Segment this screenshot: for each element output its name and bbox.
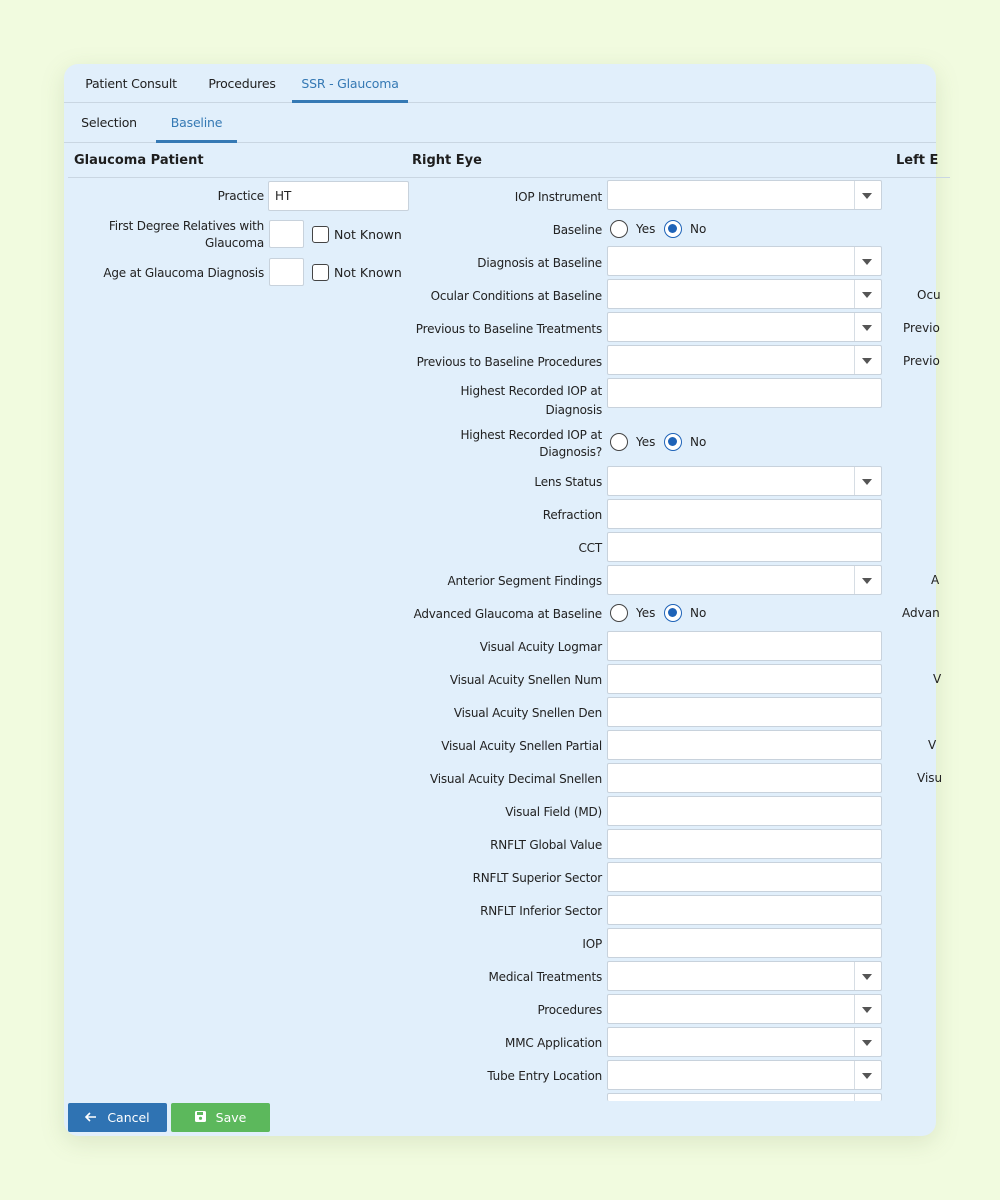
relatives-label-line1: First Degree Relatives with (108, 219, 264, 233)
chevron-down-icon (862, 1007, 872, 1013)
mmc-application-select[interactable] (607, 1027, 882, 1057)
va-decimal-label: Visual Acuity Decimal Snellen (429, 772, 602, 786)
practice-input[interactable]: HT (268, 181, 409, 211)
va-decimal-input[interactable] (607, 763, 882, 793)
va-snellen-partial-label: Visual Acuity Snellen Partial (441, 739, 602, 753)
relatives-input[interactable] (269, 220, 304, 248)
highest-iop-q-label-line1: Highest Recorded IOP at (460, 428, 602, 442)
chevron-down-icon (862, 1040, 872, 1046)
baseline-label: Baseline (552, 223, 602, 237)
tube-entry-select[interactable] (607, 1060, 882, 1090)
app-window (64, 64, 943, 1136)
chevron-down-icon (862, 479, 872, 485)
va-logmar-input[interactable] (607, 631, 882, 661)
left-va-label-1: V (933, 672, 942, 686)
tab-ssr-glaucoma[interactable]: SSR - Glaucoma (292, 64, 408, 102)
refraction-input[interactable] (607, 499, 882, 529)
left-ocular-label: Ocu (917, 288, 941, 302)
save-button[interactable] (171, 1103, 270, 1132)
baseline-no-radio[interactable] (664, 220, 682, 238)
rnflt-superior-input[interactable] (607, 862, 882, 892)
floppy-disk-icon (195, 1110, 206, 1125)
age-diagnosis-input[interactable] (269, 258, 304, 286)
left-advanced-label: Advan (902, 606, 940, 620)
cancel-button-label: Cancel (107, 1110, 150, 1125)
sub-tabbar (64, 103, 936, 143)
va-logmar-label: Visual Acuity Logmar (479, 640, 602, 654)
anterior-segment-select[interactable] (607, 565, 882, 595)
anterior-segment-label: Anterior Segment Findings (447, 574, 602, 588)
age-diagnosis-label: Age at Glaucoma Diagnosis (103, 266, 264, 280)
lens-status-label: Lens Status (534, 475, 602, 489)
age-not-known-label: Not Known (334, 265, 402, 280)
va-snellen-den-label: Visual Acuity Snellen Den (453, 706, 602, 720)
save-button-label: Save (215, 1110, 247, 1125)
visual-field-label: Visual Field (MD) (505, 805, 602, 819)
advanced-yes-label: Yes (636, 606, 656, 620)
next-field-select-clipped[interactable] (607, 1093, 882, 1101)
tab-patient-consult[interactable]: Patient Consult (85, 75, 177, 91)
iop-instrument-label: IOP Instrument (514, 190, 602, 204)
baseline-yes-radio[interactable] (610, 220, 628, 238)
glaucoma-patient-heading: Glaucoma Patient (68, 144, 408, 178)
relatives-not-known-checkbox[interactable] (312, 226, 329, 243)
highest-iop-label-line1: Highest Recorded IOP at (460, 384, 602, 398)
medical-treatments-select[interactable] (607, 961, 882, 991)
previous-treatments-label: Previous to Baseline Treatments (415, 322, 602, 336)
left-prev-proc-label: Previo (903, 354, 940, 368)
chevron-down-icon (862, 974, 872, 980)
ocular-conditions-select[interactable] (607, 279, 882, 309)
chevron-down-icon (862, 325, 872, 331)
highest-iop-input[interactable] (607, 378, 882, 408)
highest-iop-yes-radio[interactable] (610, 433, 628, 451)
main-tabbar (64, 64, 936, 103)
advanced-glaucoma-label: Advanced Glaucoma at Baseline (413, 607, 602, 621)
rnflt-superior-label: RNFLT Superior Sector (472, 871, 602, 885)
va-snellen-num-label: Visual Acuity Snellen Num (449, 673, 602, 687)
age-not-known-checkbox[interactable] (312, 264, 329, 281)
rnflt-inferior-label: RNFLT Inferior Sector (480, 904, 602, 918)
practice-label: Practice (217, 189, 264, 203)
rnflt-inferior-input[interactable] (607, 895, 882, 925)
procedures-label: Procedures (537, 1003, 602, 1017)
cancel-button[interactable] (68, 1103, 167, 1132)
lens-status-select[interactable] (607, 466, 882, 496)
left-eye-heading: Left E (890, 144, 950, 178)
refraction-label: Refraction (542, 508, 602, 522)
advanced-no-radio[interactable] (664, 604, 682, 622)
previous-treatments-select[interactable] (607, 312, 882, 342)
tab-procedures[interactable]: Procedures (208, 75, 276, 91)
highest-iop-no-radio[interactable] (664, 433, 682, 451)
highest-iop-no-label: No (690, 435, 707, 449)
previous-procedures-select[interactable] (607, 345, 882, 375)
tab-baseline[interactable]: Baseline (156, 103, 237, 142)
baseline-no-label: No (690, 222, 707, 236)
highest-iop-label-line2: Diagnosis (545, 403, 602, 417)
highest-iop-yes-label: Yes (636, 435, 656, 449)
relatives-label-line2: Glaucoma (205, 236, 264, 250)
chevron-down-icon (862, 358, 872, 364)
rnflt-global-input[interactable] (607, 829, 882, 859)
chevron-down-icon (862, 292, 872, 298)
relatives-not-known-label: Not Known (334, 227, 402, 242)
tab-selection[interactable]: Selection (81, 115, 137, 130)
ocular-conditions-label: Ocular Conditions at Baseline (430, 289, 602, 303)
left-va-label-2: V (928, 738, 937, 752)
iop-instrument-select[interactable] (607, 180, 882, 210)
arrow-left-icon (85, 1110, 97, 1125)
va-snellen-partial-input[interactable] (607, 730, 882, 760)
diagnosis-baseline-label: Diagnosis at Baseline (477, 256, 602, 270)
advanced-yes-radio[interactable] (610, 604, 628, 622)
left-va-label-3: Visu (917, 771, 943, 785)
rnflt-global-label: RNFLT Global Value (490, 838, 602, 852)
iop-label: IOP (582, 937, 602, 951)
chevron-down-icon (862, 259, 872, 265)
chevron-down-icon (862, 193, 872, 199)
chevron-down-icon (862, 1073, 872, 1079)
previous-procedures-label: Previous to Baseline Procedures (416, 355, 602, 369)
highest-iop-q-label-line2: Diagnosis? (539, 445, 602, 459)
visual-field-input[interactable] (607, 796, 882, 826)
diagnosis-baseline-select[interactable] (607, 246, 882, 276)
left-prev-treat-label: Previo (903, 321, 940, 335)
left-anterior-label: A (931, 573, 940, 587)
va-snellen-den-input[interactable] (607, 697, 882, 727)
advanced-no-label: No (690, 606, 707, 620)
baseline-yes-label: Yes (636, 222, 656, 236)
procedures-select[interactable] (607, 994, 882, 1024)
mmc-application-label: MMC Application (505, 1036, 602, 1050)
right-eye-heading: Right Eye (406, 144, 890, 178)
medical-treatments-label: Medical Treatments (488, 970, 602, 984)
cct-label: CCT (578, 541, 602, 555)
cct-input[interactable] (607, 532, 882, 562)
tube-entry-label: Tube Entry Location (487, 1069, 602, 1083)
iop-input[interactable] (607, 928, 882, 958)
chevron-down-icon (862, 578, 872, 584)
va-snellen-num-input[interactable] (607, 664, 882, 694)
